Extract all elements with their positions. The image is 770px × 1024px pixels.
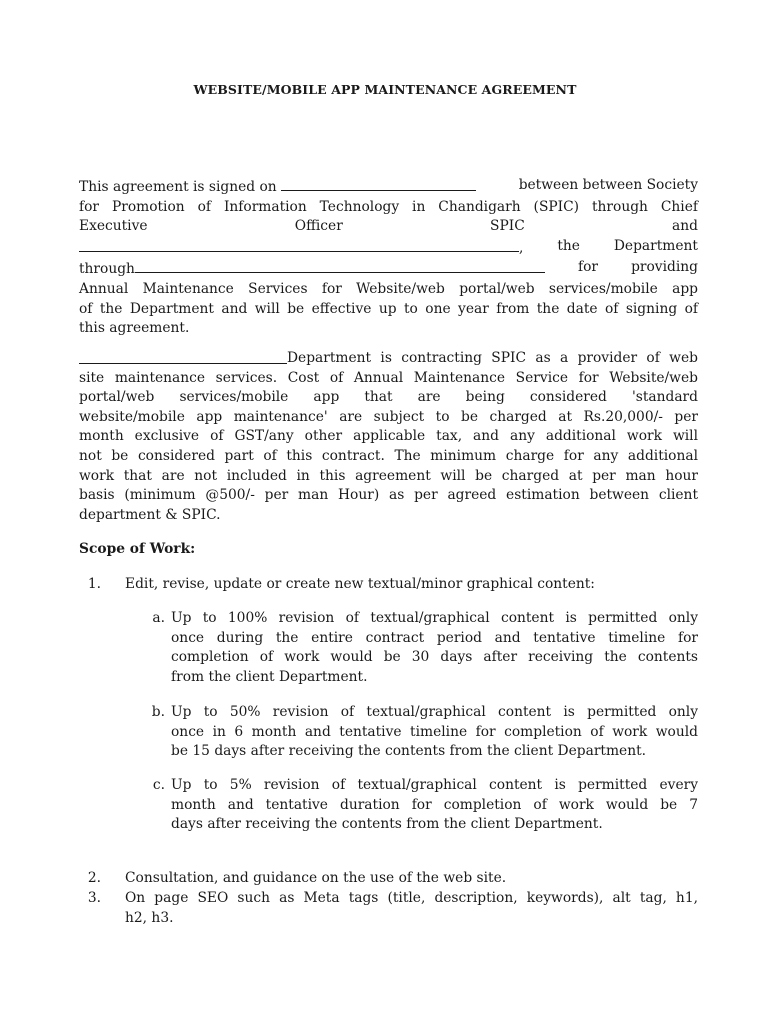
- list-item-line: On page SEO such as Meta tags (title, description, keywords), alt tag, h1,: [125, 890, 698, 906]
- comma: ,: [519, 239, 524, 256]
- sub-item-line: Up to 5% revision of textual/graphical content is permitted every: [171, 777, 698, 793]
- sub-item-letter: c.: [152, 777, 165, 793]
- word: 'standard: [631, 389, 698, 406]
- contract-paragraph: [79, 349, 698, 525]
- word: being: [465, 389, 505, 406]
- word: Department: [613, 237, 698, 254]
- list-number: 3.: [87, 890, 101, 906]
- intro-line-7: of the Department and will be effective up to one year from the date of signing of: [79, 300, 698, 317]
- sub-item-line: from the client Department.: [171, 668, 368, 685]
- word: Officer: [294, 218, 343, 235]
- sub-item-line: month and tentative duration for completion of work would be 7: [171, 796, 698, 813]
- word: that: [364, 389, 393, 406]
- contract-line-7: work that are not included in this agreement will be charged at per man hour: [79, 467, 698, 484]
- intro-line-8: this agreement.: [79, 320, 190, 337]
- word: through: [79, 261, 135, 278]
- word: app: [313, 389, 340, 406]
- word: considered: [529, 389, 607, 406]
- contract-text: Department is contracting SPIC as a provider of web: [287, 350, 698, 366]
- contract-line-3: [79, 388, 698, 408]
- list-number: 1.: [87, 576, 101, 592]
- word: and: [672, 218, 698, 235]
- intro-line-3: [79, 217, 698, 237]
- word: for: [578, 259, 599, 276]
- list-number: 2.: [87, 870, 101, 886]
- sub-item-letter: b.: [151, 704, 165, 720]
- contract-line-5: month exclusive of GST/any other applicable tax, and any additional work will: [79, 428, 698, 445]
- list-item-text: Edit, revise, update or create new textual/minor graphical content:: [125, 576, 595, 592]
- sub-item-body: [171, 703, 698, 762]
- list-item-text: Consultation, and guidance on the use of the web site.: [125, 870, 507, 886]
- sub-item-line: Up to 100% revision of textual/graphical content is permitted only: [171, 610, 698, 626]
- intro-text: between between Society: [518, 177, 698, 193]
- sub-item-line: once in 6 month and tentative timeline for completion of work would: [171, 723, 698, 740]
- contract-line-8: basis (minimum @500/- per man Hour) as per agreed estimation between client: [79, 487, 698, 504]
- sub-item-line: days after receiving the contents from the client Department.: [171, 816, 603, 833]
- sub-item-body: [171, 776, 698, 835]
- word: Executive: [79, 218, 148, 235]
- contract-line-1: [79, 349, 698, 369]
- intro-line-6: Annual Maintenance Services for Website/web portal/web services/mobile app: [79, 280, 698, 297]
- department-name-blank[interactable]: [79, 349, 287, 364]
- intro-line-5: [79, 258, 698, 280]
- word: providing: [631, 259, 698, 276]
- intro-line-2: for Promotion of Information Technology in Chandigarh (SPIC) through Chief: [79, 198, 698, 215]
- word: SPIC: [490, 218, 525, 235]
- list-item-body: [125, 889, 698, 928]
- sub-item-body: [171, 609, 698, 687]
- word: the: [557, 237, 580, 254]
- sub-item-line: completion of work would be 30 days after receiving the contents: [171, 649, 698, 666]
- sub-item-line: be 15 days after receiving the contents from the client Department.: [171, 743, 647, 760]
- contract-line-6: not be considered part of this contract. The minimum charge for any additional: [79, 447, 698, 464]
- scope-heading: Scope of Work:: [79, 541, 196, 557]
- contract-line-9: department & SPIC.: [79, 506, 221, 523]
- intro-line-1: [79, 176, 698, 198]
- page-title: WEBSITE/MOBILE APP MAINTENANCE AGREEMENT: [193, 82, 577, 97]
- officer-name-blank[interactable]: [79, 237, 519, 252]
- contract-line-4: website/mobile app maintenance' are subject to be charged at Rs.20,000/- per: [79, 408, 698, 425]
- sub-item-line: Up to 50% revision of textual/graphical content is permitted only: [171, 704, 698, 720]
- word: services/mobile: [179, 389, 289, 406]
- word: are: [417, 389, 441, 406]
- sub-item-line: once during the entire contract period and tentative timeline for: [171, 629, 698, 646]
- list-item-line: h2, h3.: [125, 909, 174, 926]
- date-blank[interactable]: [281, 176, 476, 191]
- sub-item-letter: a.: [152, 610, 165, 626]
- intro-line-4: [79, 237, 698, 259]
- intro-text: This agreement is signed on: [79, 179, 277, 195]
- department-through-blank[interactable]: [135, 258, 545, 273]
- intro-paragraph: [79, 176, 698, 339]
- contract-line-2: site maintenance services. Cost of Annual Maintenance Service for Website/web: [79, 369, 698, 386]
- word: portal/web: [79, 389, 155, 406]
